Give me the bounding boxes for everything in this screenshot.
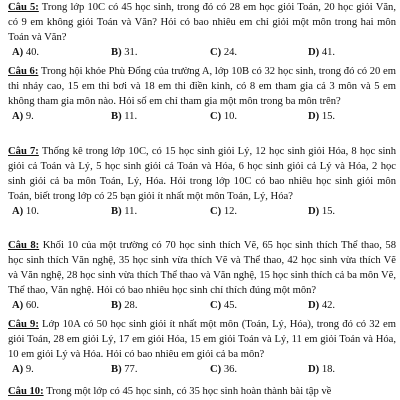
question-9	[8, 317, 396, 378]
question-text	[8, 384, 396, 399]
answer-a: A) 60.	[12, 300, 40, 312]
question-5	[8, 0, 396, 61]
answer-c: C) 24.	[210, 47, 238, 59]
answer-b: B) 77.	[111, 364, 138, 376]
question-label: Câu 6:	[8, 66, 39, 77]
question-label: Câu 10:	[8, 386, 44, 397]
answer-a: A) 9.	[12, 111, 34, 123]
question-text	[8, 0, 396, 45]
answer-c: C) 36.	[210, 364, 238, 376]
answer-options	[8, 362, 396, 378]
answer-c: C) 10.	[210, 111, 238, 123]
answer-c: C) 12.	[210, 206, 238, 218]
question-label: Câu 9:	[8, 319, 39, 330]
question-6	[8, 64, 396, 125]
answer-d: D) 42.	[308, 300, 336, 312]
answer-d: D) 41.	[308, 47, 336, 59]
answer-options	[8, 45, 396, 61]
question-label: Câu 7:	[8, 146, 39, 157]
answer-b: B) 11.	[111, 206, 138, 218]
question-body: Trong hội khỏe Phù Đổng của trường A, lớp 10B có 32 học sinh, trong đó có 20 em thi nhảy cao, 15 em thi bơi và 18 em thi điền kinh, có 8 em tham gia cả 3 môn và 5 em không tham gia môn nào. Hỏi số em chỉ tham gia một môn trong ba môn trên?	[8, 66, 396, 108]
question-10	[8, 384, 396, 399]
answer-options	[8, 109, 396, 125]
answer-d: D) 15.	[308, 111, 336, 123]
answer-options	[8, 298, 396, 314]
answer-b: B) 11.	[111, 111, 138, 123]
question-body: Trong lớp 10C có 45 học sinh, trong đó có 28 em học giỏi Toán, 20 học giỏi Văn, có 9 em không giỏi Toán và Văn? Hỏi có bao nhiêu em chỉ giỏi một môn trong hai môn Toán và Văn?	[8, 2, 397, 44]
answer-a: A) 40.	[12, 47, 40, 59]
answer-a: A) 9.	[12, 364, 34, 376]
question-text	[8, 64, 396, 109]
question-label: Câu 8:	[8, 240, 40, 251]
question-body: Lớp 10A có 50 học sinh giỏi ít nhất một môn (Toán, Lý, Hóa), trong đó có 32 em giỏi Toán, 28 em giỏi Lý, 17 em giỏi Hóa, 15 em giỏi Toán và Lý, 11 em giỏi Toán và Hóa, 10 em giỏi Lý và Hóa. Hỏi có bao nhiêu em giỏi cả ba môn?	[8, 319, 396, 361]
question-body: Khối 10 của một trường có 70 học sinh thích Vẽ, 65 học sinh thích Thể thao, 58 học sinh thích Văn nghệ, 35 học sinh vừa thích Vẽ và Thể thao, 42 học sinh vừa thích Vẽ và Văn nghệ, 28 học sinh vừa thích Thể thao và Văn nghệ, 15 học sinh thích cả ba môn Vẽ, Thể thao, Văn nghệ. Hỏi có bao nhiêu học sinh chỉ thích đúng một môn?	[8, 240, 396, 297]
answer-b: B) 31.	[111, 47, 138, 59]
answer-d: D) 15.	[308, 206, 336, 218]
question-body: Thống kê trong lớp 10C, có 15 học sinh giỏi Lý, 12 học sinh giỏi Hóa, 8 học sinh giỏi cả Toán và Lý, 5 học sinh giỏi cả Toán và Hóa, 6 học sinh giỏi cả Lý và Hóa, 2 học sinh giỏi cả ba môn Toán, Lý, Hóa. Hỏi trong lớp 10C có bao nhiêu học sinh giỏi môn Toán, biết trong lớp có 25 bạn giỏi ít nhất một môn Toán, Lý, Hóa?	[8, 146, 397, 203]
question-8	[8, 238, 396, 314]
question-text	[8, 238, 396, 298]
answer-c: C) 45.	[210, 300, 238, 312]
question-7	[8, 144, 396, 220]
question-text	[8, 317, 396, 362]
answer-a: A) 10.	[12, 206, 40, 218]
question-label: Câu 5:	[8, 2, 39, 13]
question-body: Trong một lớp có 45 học sinh, có 35 học sinh hoàn thành bài tập về	[43, 386, 332, 397]
answer-b: B) 28.	[111, 300, 138, 312]
answer-options	[8, 204, 396, 220]
question-text	[8, 144, 396, 204]
answer-d: D) 18.	[308, 364, 336, 376]
